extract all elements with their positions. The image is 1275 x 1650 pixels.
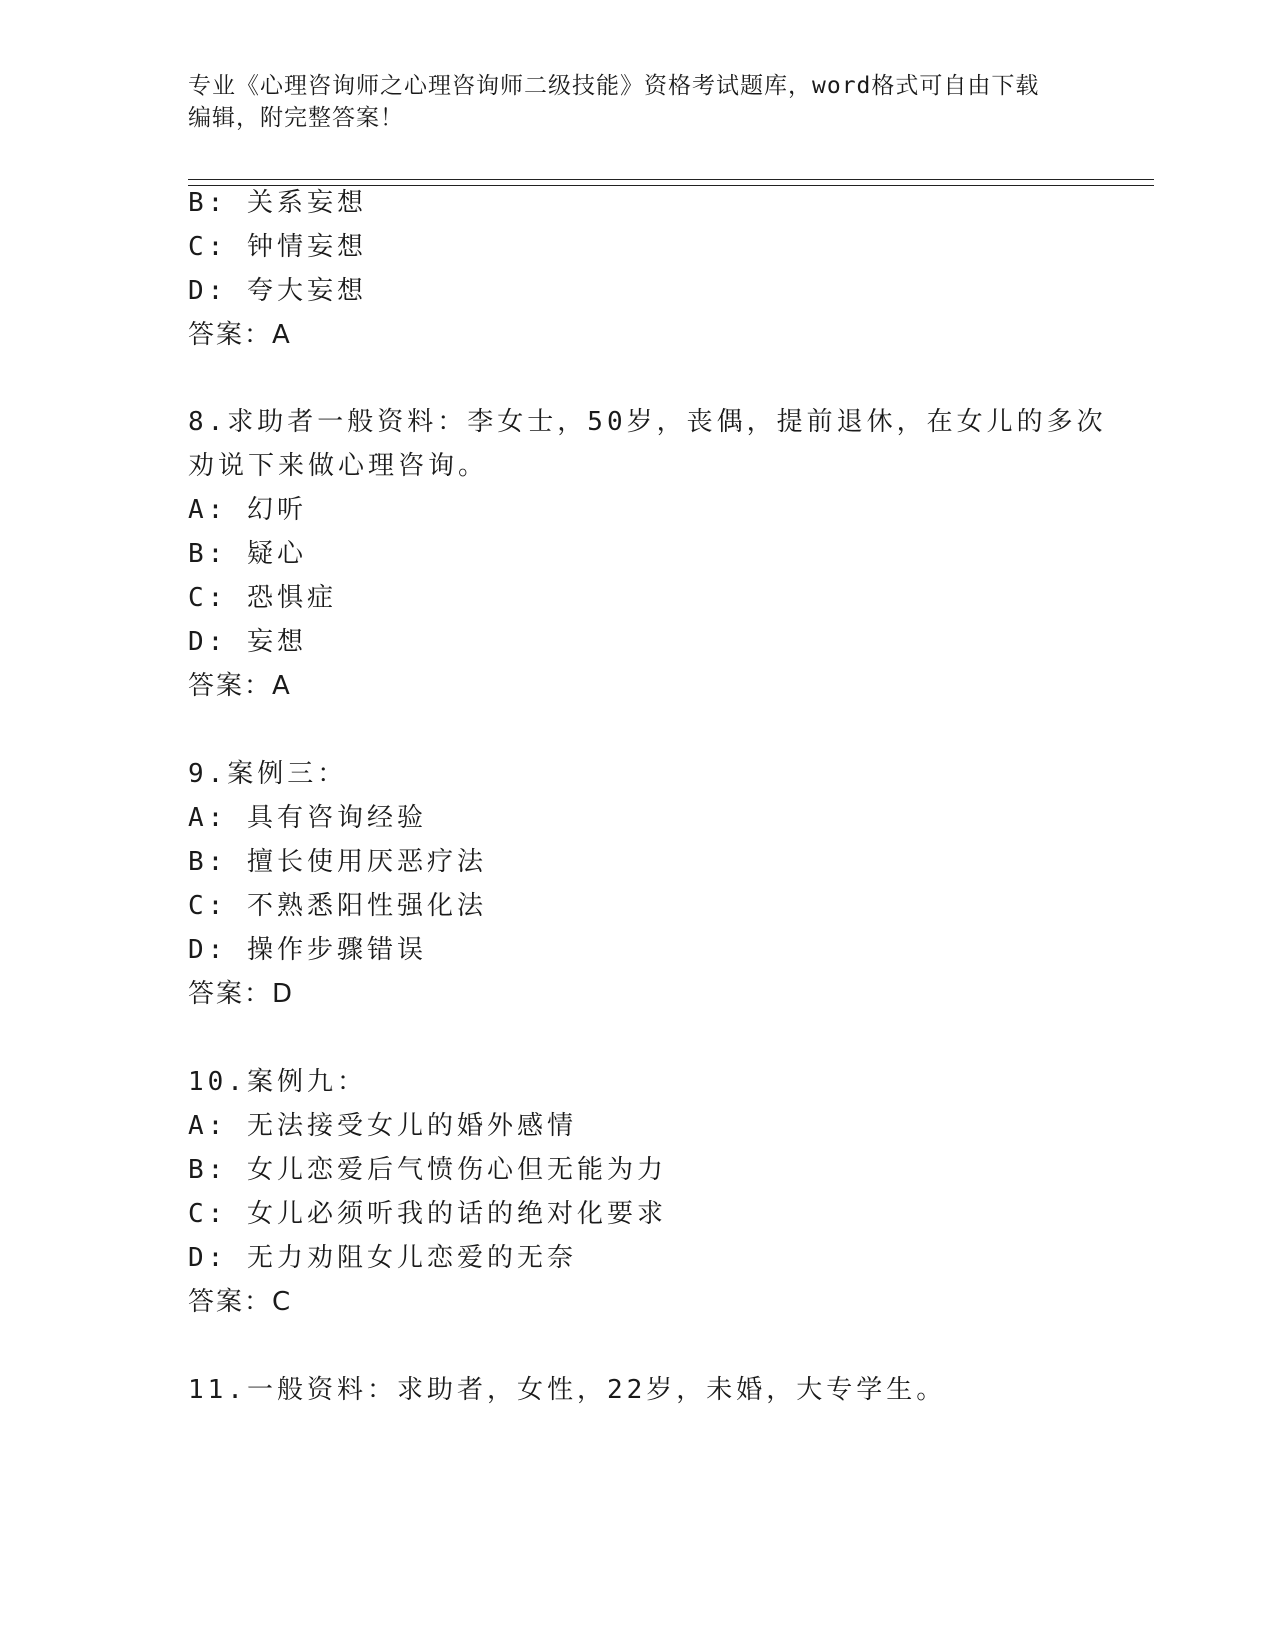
q9-option-a: A: 具有咨询经验 xyxy=(188,803,427,833)
q9-answer: 答案：D xyxy=(188,979,295,1009)
q8-answer: 答案：A xyxy=(188,671,292,701)
q8-option-d: D: 妄想 xyxy=(188,627,307,657)
document-header xyxy=(188,70,1078,134)
q10-answer: 答案：C xyxy=(188,1287,293,1317)
q8-option-a: A: 幻听 xyxy=(188,495,307,525)
q9-option-d: D: 操作步骤错误 xyxy=(188,935,427,965)
q10-option-d: D: 无力劝阻女儿恋爱的无奈 xyxy=(188,1243,577,1273)
q10-stem: 10.案例九： xyxy=(188,1067,367,1097)
q9-option-b: B: 擅长使用厌恶疗法 xyxy=(188,847,487,877)
q10-option-c: C: 女儿必须听我的话的绝对化要求 xyxy=(188,1199,667,1229)
header-divider xyxy=(188,179,1154,186)
q8-option-b: B: 疑心 xyxy=(188,539,307,569)
q8-stem-line-1: 8.求助者一般资料：李女士，50岁，丧偶，提前退休，在女儿的多次 xyxy=(188,407,1107,437)
header-line-2: 编辑，附完整答案！ xyxy=(188,105,404,131)
q10-option-a: A: 无法接受女儿的婚外感情 xyxy=(188,1111,577,1141)
q9-stem: 9.案例三： xyxy=(188,759,348,789)
q7-option-b: B: 关系妄想 xyxy=(188,188,367,218)
q7-option-c: C: 钟情妄想 xyxy=(188,232,367,262)
q10-option-b: B: 女儿恋爱后气愤伤心但无能为力 xyxy=(188,1155,667,1185)
q8-option-c: C: 恐惧症 xyxy=(188,583,337,613)
q9-option-c: C: 不熟悉阳性强化法 xyxy=(188,891,487,921)
q8-stem-line-2: 劝说下来做心理咨询。 xyxy=(188,451,489,481)
header-line-1: 专业《心理咨询师之心理咨询师二级技能》资格考试题库，word格式可自由下载 xyxy=(188,73,1040,99)
q7-option-d: D: 夸大妄想 xyxy=(188,276,367,306)
q11-stem: 11.一般资料：求助者，女性，22岁，未婚，大专学生。 xyxy=(188,1375,947,1405)
q7-answer: 答案：A xyxy=(188,320,292,350)
